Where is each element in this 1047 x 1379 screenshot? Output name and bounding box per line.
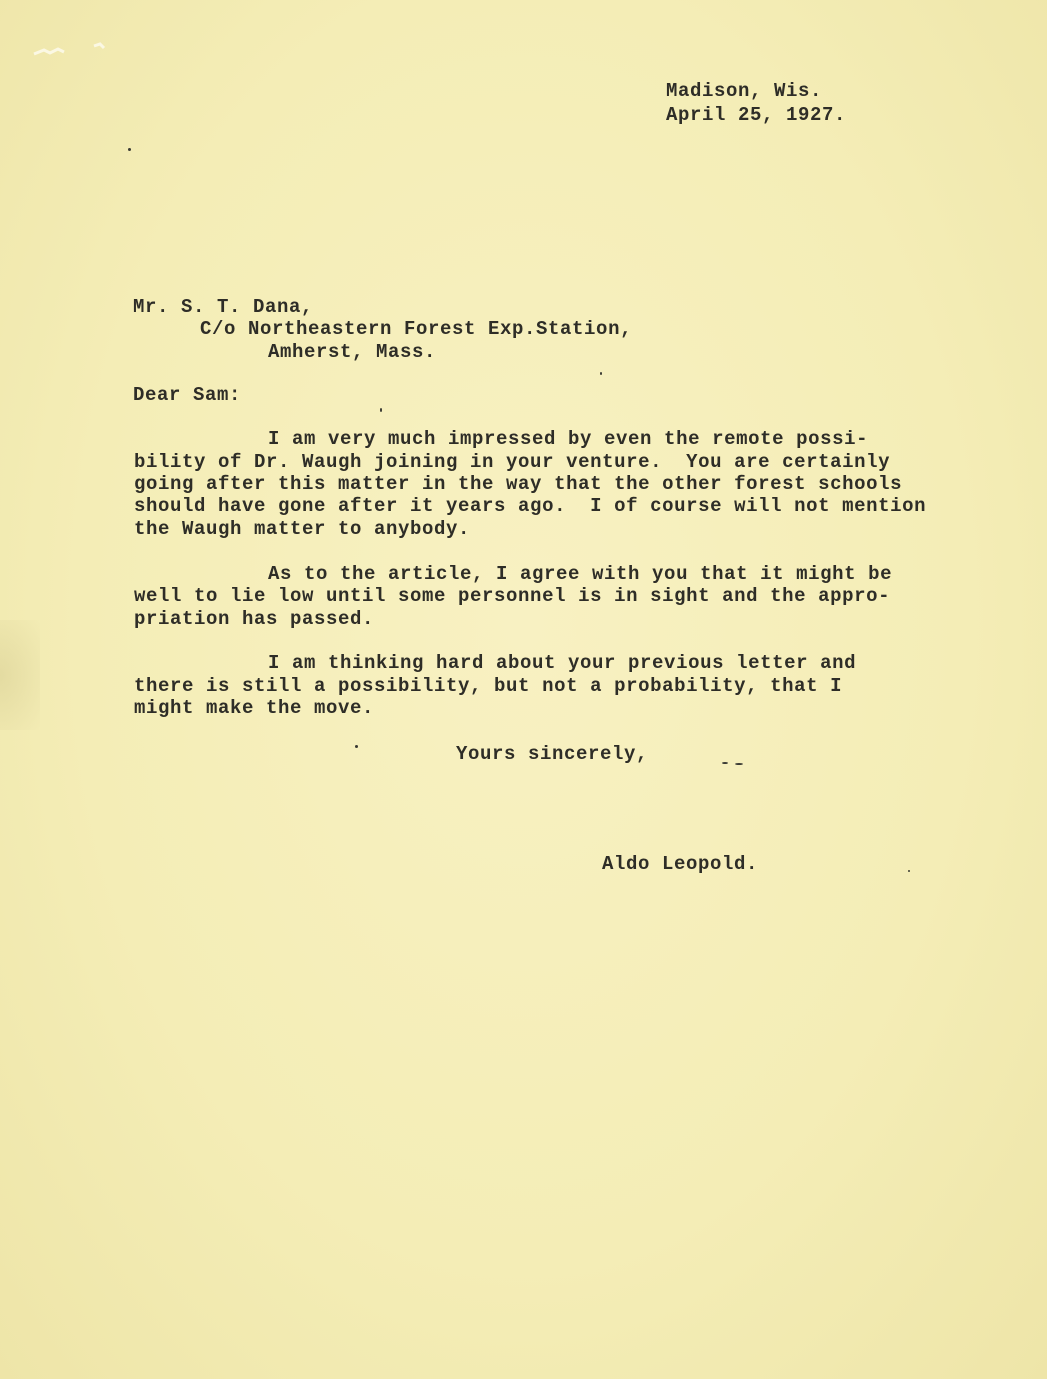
ink-speck: [600, 372, 602, 375]
paper-smudge: [0, 620, 40, 730]
body-line: going after this matter in the way that the other forest schools: [134, 473, 903, 495]
paper-tear-mark: [30, 40, 110, 60]
closing: Yours sincerely,: [456, 743, 649, 765]
body-line: there is still a possibility, but not a probability, that I: [134, 675, 843, 697]
salutation: Dear Sam:: [133, 384, 242, 406]
ink-speck: [722, 762, 728, 764]
body-line: I am very much impressed by even the remote possi-: [268, 428, 869, 450]
body-line: As to the article, I agree with you that it might be: [268, 563, 893, 585]
body-line: priation has passed.: [134, 608, 375, 630]
body-line: should have gone after it years ago. I of course will not mention: [134, 495, 927, 517]
dateline-place: Madison, Wis.: [666, 80, 823, 102]
body-line: the Waugh matter to anybody.: [134, 518, 471, 540]
dateline-date: April 25, 1927.: [666, 104, 847, 126]
recipient-address-line-2: Amherst, Mass.: [268, 341, 437, 363]
ink-speck: [908, 870, 910, 872]
ink-speck: [355, 745, 358, 748]
body-line: bility of Dr. Waugh joining in your venture. You are certainly: [134, 451, 891, 473]
body-line: I am thinking hard about your previous letter and: [268, 652, 857, 674]
body-line: well to lie low until some personnel is in sight and the appro-: [134, 585, 891, 607]
ink-speck: [128, 148, 131, 151]
recipient-name: Mr. S. T. Dana,: [133, 296, 314, 318]
recipient-address-line-1: C/o Northeastern Forest Exp.Station,: [200, 318, 633, 340]
body-line: might make the move.: [134, 697, 375, 719]
ink-speck: [735, 763, 743, 765]
ink-speck: [380, 408, 382, 412]
signature: Aldo Leopold.: [602, 853, 759, 875]
